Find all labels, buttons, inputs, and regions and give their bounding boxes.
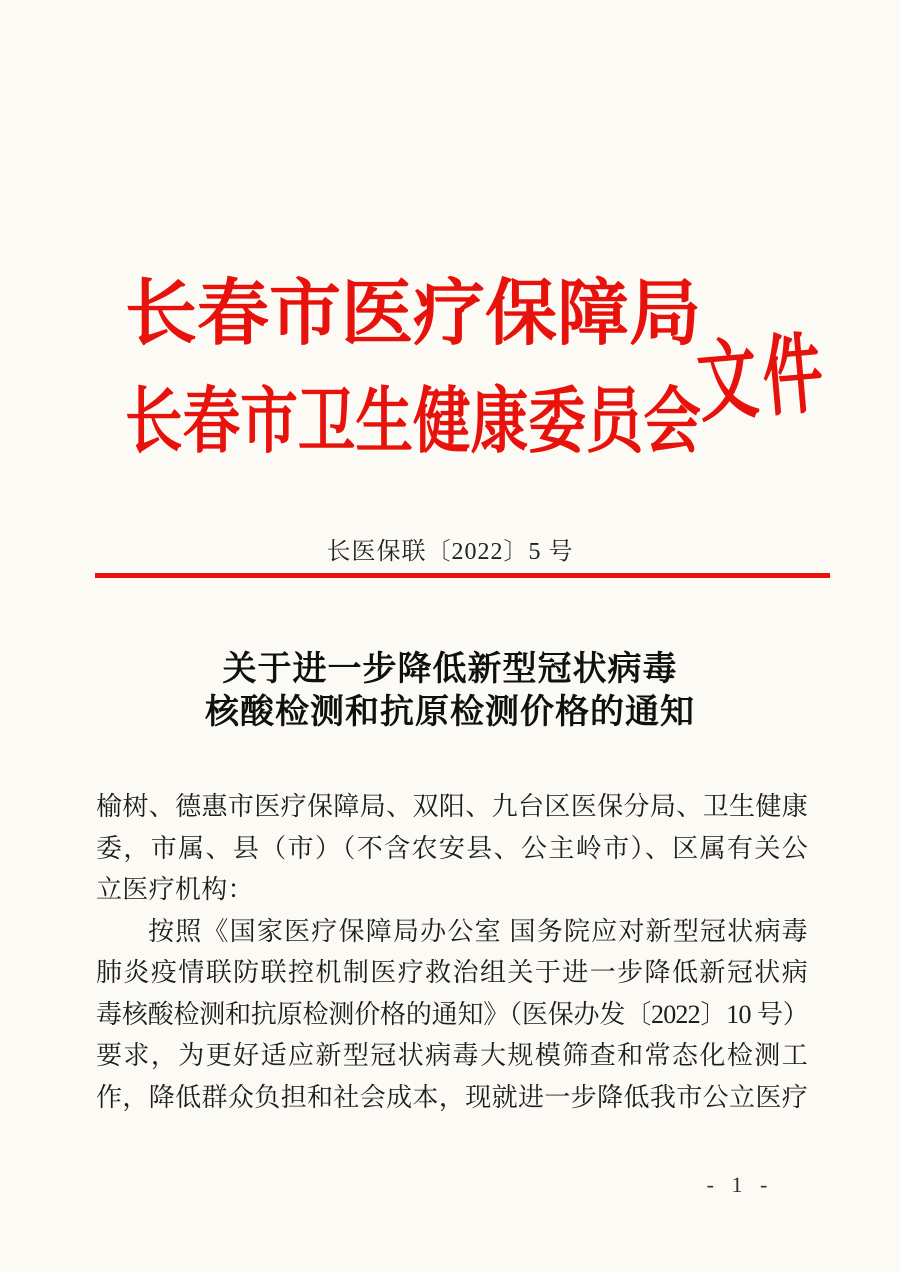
document-title-line-1: 关于进一步降低新型冠状病毒 <box>222 651 678 688</box>
document-title <box>0 648 900 734</box>
body-line: 按照《国家医疗保障局办公室 国务院应对新型冠状病毒 <box>148 916 808 946</box>
letterhead-doc-type-label: 文件 <box>693 325 833 434</box>
page-number: - 1 - <box>706 1172 774 1197</box>
document-body <box>96 786 808 1118</box>
red-divider-rule <box>95 573 830 578</box>
body-line: 肺炎疫情联防联控机制医疗救治组关于进一步降低新冠状病 <box>96 958 808 987</box>
body-line: 委，市属、县（市）（不含农安县、公主岭市）、区属有关公 <box>96 833 808 863</box>
document-reference-number: 长医保联〔2022〕5 号 <box>326 539 574 565</box>
body-line: 立医疗机构： <box>96 875 254 904</box>
body-line: 作，降低群众负担和社会成本，现就进一步降低我市公立医疗 <box>96 1082 808 1112</box>
letterhead-agency-line-1: 长春市医疗保障局 <box>125 274 702 354</box>
body-line: 榆树、德惠市医疗保障局、双阳、九台区医保分局、卫生健康 <box>96 792 808 821</box>
body-line: 毒核酸检测和抗原检测价格的通知》（医保办发〔2022〕10 号） <box>96 999 808 1029</box>
body-line: 要求，为更好适应新型冠状病毒大规模筛查和常态化检测工 <box>96 1041 808 1070</box>
document-title-line-2: 核酸检测和抗原检测价格的通知 <box>205 694 695 731</box>
letterhead-agency-line-2: 长春市卫生健康委员会 <box>125 382 702 462</box>
